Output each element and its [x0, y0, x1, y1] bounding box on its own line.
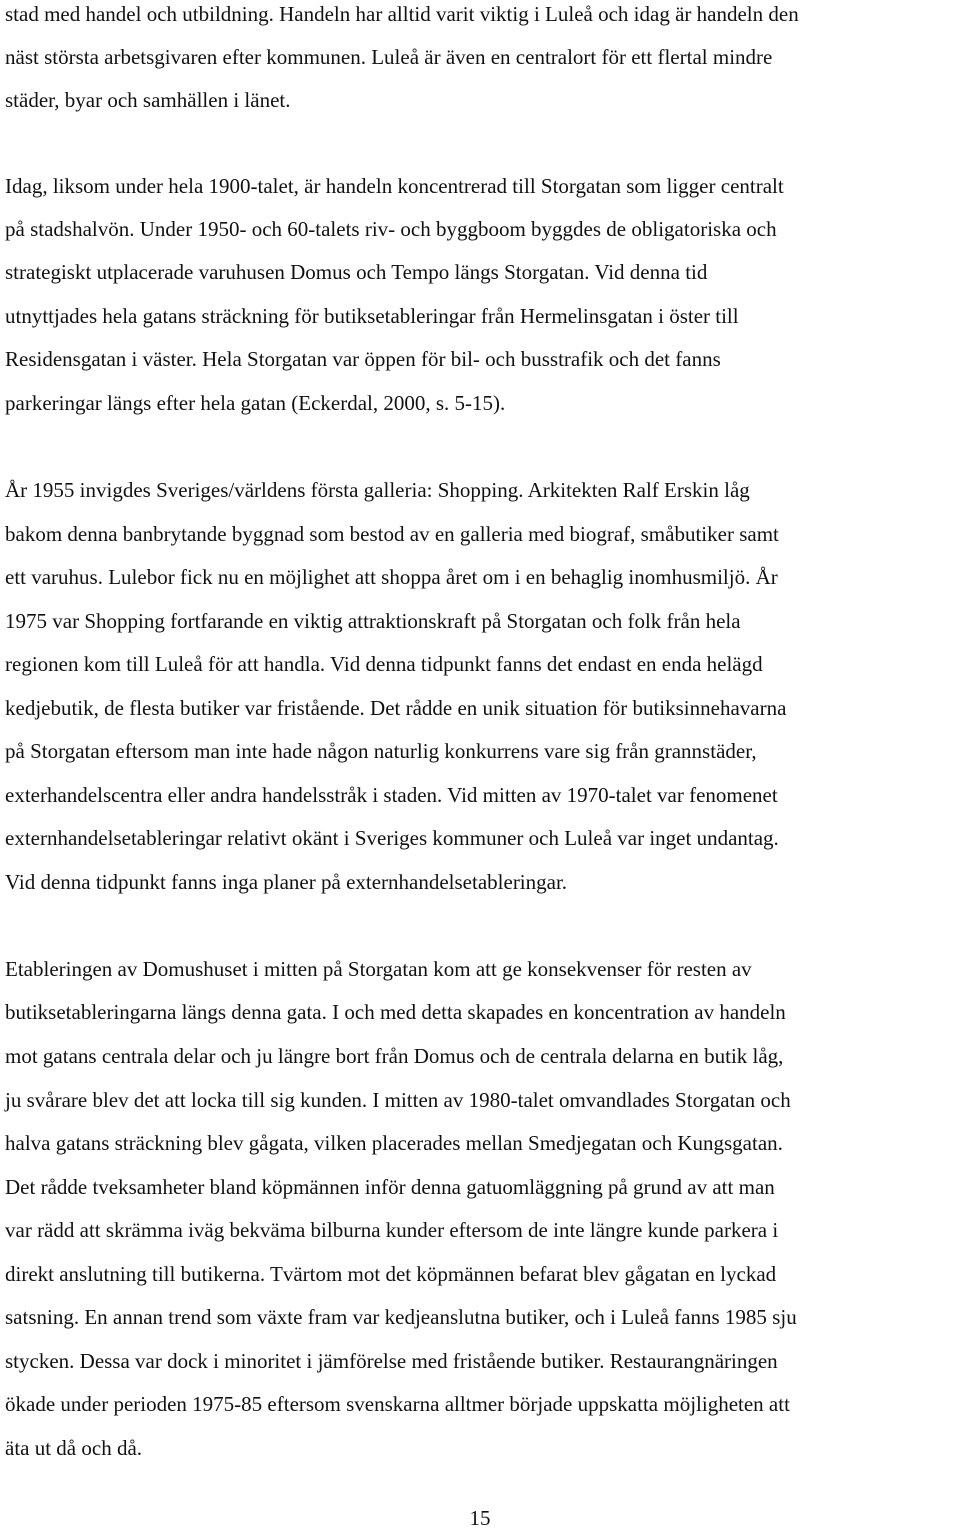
text-line: regionen kom till Luleå för att handla. Vid denna tidpunkt fanns det endast en enda helägd: [5, 652, 763, 676]
text-line: År 1955 invigdes Sveriges/världens första galleria: Shopping. Arkitekten Ralf Erskin låg: [5, 478, 750, 502]
text-line: stad med handel och utbildning. Handeln har alltid varit viktig i Luleå och idag är handeln den: [5, 2, 799, 26]
text-line: Vid denna tidpunkt fanns inga planer på externhandelsetableringar.: [5, 870, 568, 894]
text-line: näst största arbetsgivaren efter kommunen. Luleå är även en centralort för ett flertal mindre: [5, 45, 773, 69]
text-line: parkeringar längs efter hela gatan (Eckerdal, 2000, s. 5-15).: [5, 391, 506, 415]
text-line: stycken. Dessa var dock i minoritet i jämförelse med fristående butiker. Restaurangnäringen: [5, 1349, 778, 1373]
text-line: ju svårare blev det att locka till sig kunden. I mitten av 1980-talet omvandlades Storgatan och: [5, 1088, 791, 1112]
text-line: Residensgatan i väster. Hela Storgatan var öppen för bil- och busstrafik och det fanns: [5, 347, 721, 371]
text-line: 1975 var Shopping fortfarande en viktig attraktionskraft på Storgatan och folk från hela: [5, 609, 741, 633]
text-line: strategiskt utplacerade varuhusen Domus och Tempo längs Storgatan. Vid denna tid: [5, 260, 708, 284]
text-line: exterhandelscentra eller andra handelsstråk i staden. Vid mitten av 1970-talet var fenomenet: [5, 783, 778, 807]
text-line: direkt anslutning till butikerna. Tvärtom mot det köpmännen befarat blev gågatan en lyckad: [5, 1262, 777, 1286]
text-line: externhandelsetableringar relativt okänt i Sveriges kommuner och Luleå var inget undantag.: [5, 826, 779, 850]
text-line: Idag, liksom under hela 1900-talet, är handeln koncentrerad till Storgatan som ligger centralt: [5, 174, 784, 198]
text-line: ökade under perioden 1975-85 eftersom svenskarna alltmer började uppskatta möjligheten att: [5, 1392, 790, 1416]
text-line: mot gatans centrala delar och ju längre bort från Domus och de centrala delarna en butik låg,: [5, 1044, 784, 1068]
text-line: på Storgatan eftersom man inte hade någon naturlig konkurrens vare sig från grannstäder,: [5, 739, 757, 763]
text-line: städer, byar och samhällen i länet.: [5, 88, 291, 112]
text-line: Etableringen av Domushuset i mitten på Storgatan kom att ge konsekvenser för resten av: [5, 957, 752, 981]
text-line: kedjebutik, de flesta butiker var fristående. Det rådde en unik situation för butiksinnehavarna: [5, 696, 787, 720]
text-line: butiksetableringarna längs denna gata. I och med detta skapades en koncentration av handeln: [5, 1000, 786, 1024]
text-line: Det rådde tveksamheter bland köpmännen inför denna gatuomläggning på grund av att man: [5, 1175, 775, 1199]
text-line: utnyttjades hela gatans sträckning för butiksetableringar från Hermelinsgatan i öster till: [5, 304, 739, 328]
text-line: bakom denna banbrytande byggnad som bestod av en galleria med biograf, småbutiker samt: [5, 522, 779, 546]
text-line: på stadshalvön. Under 1950- och 60-talets riv- och byggboom byggdes de obligatoriska och: [5, 217, 777, 241]
text-line: ett varuhus. Lulebor fick nu en möjlighet att shoppa året om i en behaglig inomhusmiljö. År: [5, 565, 778, 589]
text-line: var rädd att skrämma iväg bekväma bilburna kunder eftersom de inte längre kunde parkera i: [5, 1218, 779, 1242]
text-line: satsning. En annan trend som växte fram var kedjeanslutna butiker, och i Luleå fanns 1985 sju: [5, 1305, 797, 1329]
text-line: halva gatans sträckning blev gågata, vilken placerades mellan Smedjegatan och Kungsgatan.: [5, 1131, 783, 1155]
page-number: 15: [469, 1506, 491, 1530]
text-line: äta ut då och då.: [5, 1436, 143, 1460]
